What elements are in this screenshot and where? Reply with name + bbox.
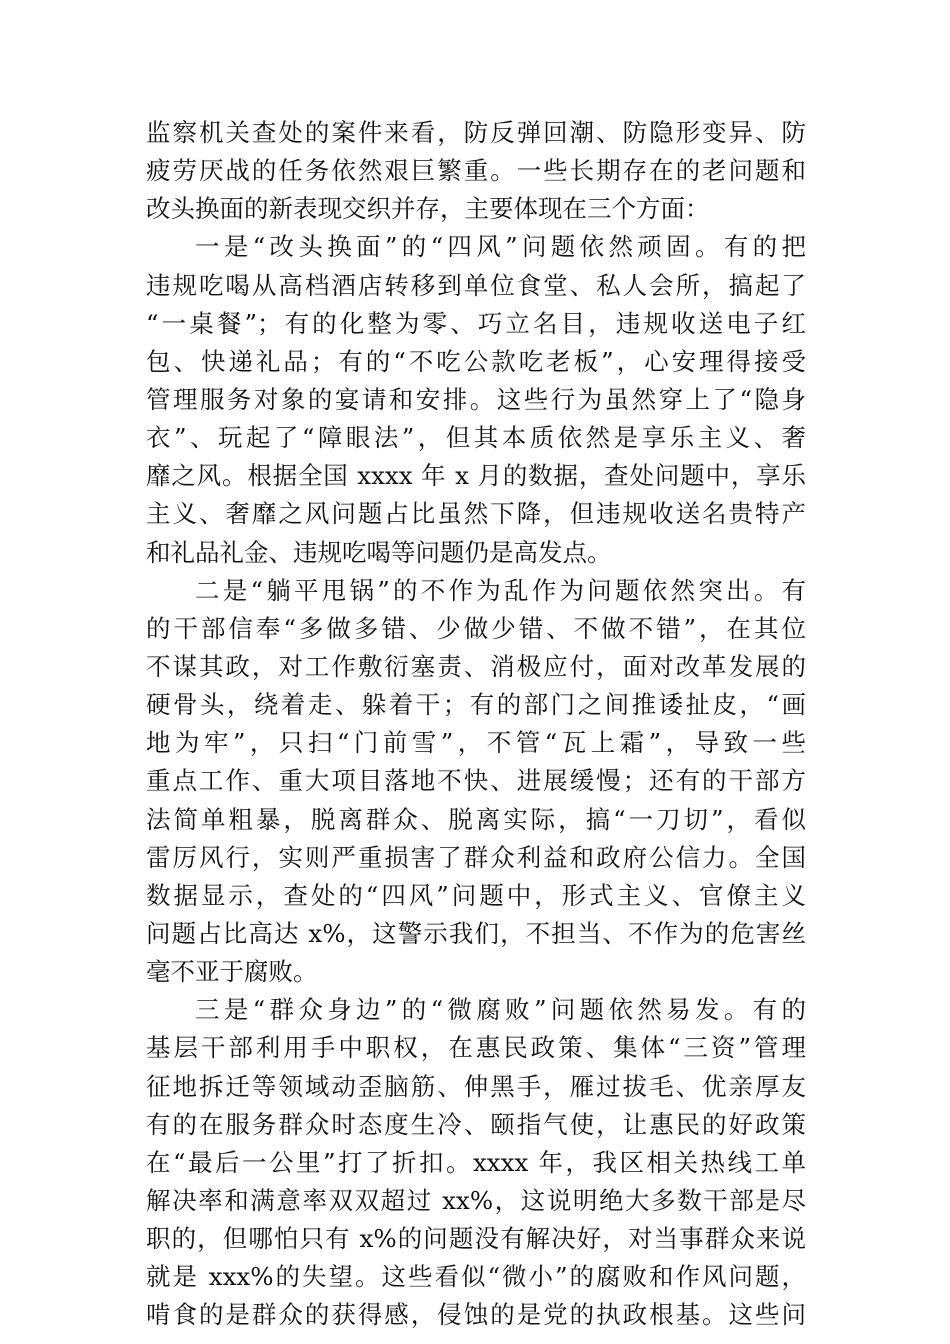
text-line: 雷厉风行，实则严重损害了群众利益和政府公信力。全国 xyxy=(146,842,806,872)
paragraph-1-start: 一是“改头换面”的“四风”问题依然顽固。有的把 xyxy=(195,232,806,262)
text-line: 数据显示，查处的“四风”问题中，形式主义、官僚主义 xyxy=(146,880,806,910)
paragraph-2-start: 二是“躺平甩锅”的不作为乱作为问题依然突出。有 xyxy=(195,575,806,605)
text-line: 主义、奢靡之风问题占比虽然下降，但违规收送名贵特产 xyxy=(146,499,806,529)
text-line: 解决率和满意率双双超过 xx%，这说明绝大多数干部是尽 xyxy=(146,1185,806,1215)
text-line: 疲劳厌战的任务依然艰巨繁重。一些长期存在的老问题和 xyxy=(146,156,806,186)
text-line: 的干部信奉“多做多错、少做少错、不做不错”，在其位 xyxy=(146,613,806,643)
text-line: 啃食的是群众的获得感，侵蚀的是党的执政根基。这些问 xyxy=(146,1300,806,1330)
text-line: 和礼品礼金、违规吃喝等问题仍是高发点。 xyxy=(146,537,612,567)
text-line: 衣”、玩起了“障眼法”，但其本质依然是享乐主义、奢 xyxy=(146,423,806,453)
text-line: 地为牢”，只扫“门前雪”，不管“瓦上霜”，导致一些 xyxy=(146,728,806,758)
text-line: 重点工作、重大项目落地不快、进展缓慢；还有的干部方 xyxy=(146,766,806,796)
text-line: 管理服务对象的宴请和安排。这些行为虽然穿上了“隐身 xyxy=(146,384,806,414)
text-line: 基层干部利用手中职权，在惠民政策、集体“三资”管理 xyxy=(146,1033,806,1063)
text-line: 毫不亚于腐败。 xyxy=(146,957,318,987)
text-line: 监察机关查处的案件来看，防反弹回潮、防隐形变异、防 xyxy=(146,118,806,147)
text-line: 在“最后一公里”打了折扣。xxxx 年，我区相关热线工单 xyxy=(146,1147,806,1177)
text-line: 征地拆迁等领域动歪脑筋、伸黑手，雁过拔毛、优亲厚友 xyxy=(146,1071,806,1101)
text-line: 包、快递礼品；有的“不吃公款吃老板”，心安理得接受 xyxy=(146,346,806,376)
text-line: “一桌餐”；有的化整为零、巧立名目，违规收送电子红 xyxy=(146,308,806,338)
text-line: 改头换面的新表现交织并存，主要体现在三个方面： xyxy=(146,194,710,224)
paragraph-3-start: 三是“群众身边”的“微腐败”问题依然易发。有的 xyxy=(195,995,806,1025)
text-line: 靡之风。根据全国 xxxx 年 x 月的数据，查处问题中，享乐 xyxy=(146,461,806,491)
text-line: 有的在服务群众时态度生冷、颐指气使，让惠民的好政策 xyxy=(146,1109,806,1139)
text-line: 不谋其政，对工作敷衍塞责、消极应付，面对改革发展的 xyxy=(146,651,806,681)
text-line: 就是 xxx%的失望。这些看似“微小”的腐败和作风问题， xyxy=(146,1262,806,1292)
document-body xyxy=(146,114,806,1335)
text-line: 职的，但哪怕只有 x%的问题没有解决好，对当事群众来说 xyxy=(146,1224,806,1254)
text-line: 问题占比高达 x%，这警示我们，不担当、不作为的危害丝 xyxy=(146,918,806,948)
text-line: 法简单粗暴，脱离群众、脱离实际，搞“一刀切”，看似 xyxy=(146,804,806,834)
text-line: 硬骨头，绕着走、躲着干；有的部门之间推诿扯皮，“画 xyxy=(146,690,806,720)
text-line: 违规吃喝从高档酒店转移到单位食堂、私人会所，搞起了 xyxy=(146,270,806,300)
